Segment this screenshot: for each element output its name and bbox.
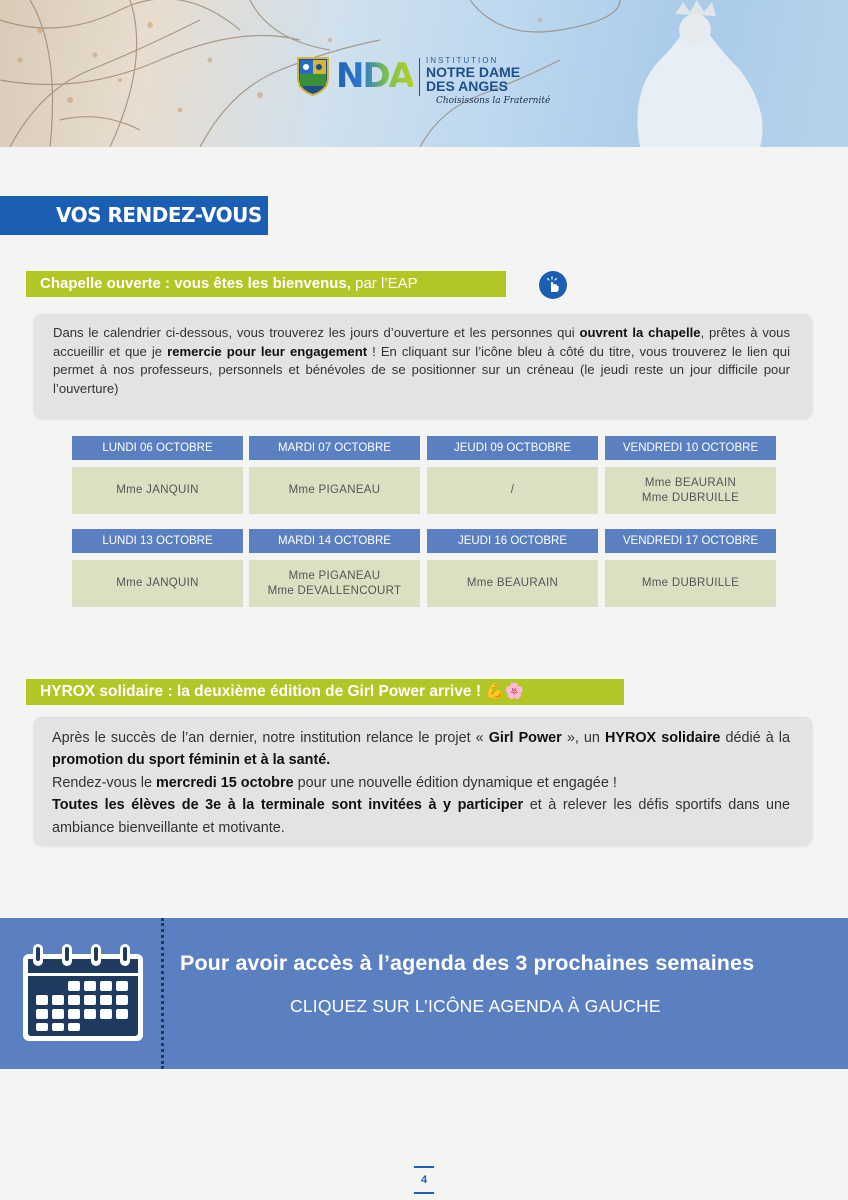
schedule-person: Mme DUBRUILLE [641, 577, 740, 589]
agenda-instruction: CLIQUEZ SUR L’ICÔNE AGENDA À GAUCHE [290, 996, 661, 1016]
hyrox-bold-4: mercredi 15 octobre [156, 774, 294, 791]
schedule-cell [605, 467, 776, 514]
chapel-heading-light: par l’EAP [355, 275, 418, 292]
schedule-cell [249, 467, 420, 514]
hyrox-text-6: et à relever les défis sportifs dans une ambiance bienveillante et motivante. [52, 797, 790, 836]
institution-logo[interactable] [296, 56, 550, 112]
schedule-day-header: JEUDI 16 OCTOBRE [427, 529, 598, 553]
chapel-text-1: Dans le calendrier ci-dessous, vous trouverez les jours d’ouverture et les personnes qui [53, 325, 580, 340]
logo-mark: NDA [336, 56, 413, 96]
hyrox-bold-1: Girl Power [488, 730, 562, 746]
hyrox-text-2: », un [561, 730, 605, 746]
schedule-day-header: VENDREDI 10 OCTOBRE [605, 436, 776, 460]
hand-pointer-icon [544, 276, 562, 294]
schedule-day-header: VENDREDI 17 OCTOBRE [605, 529, 776, 553]
schedule-person: Mme PIGANEAU [288, 569, 381, 582]
hyrox-bold-5: Toutes les élèves de 3e à la terminale sont invitées à y participer [52, 797, 524, 814]
chapel-bold-1: ouvrent la chapelle [579, 325, 701, 340]
hyrox-text-3: dédié à la [720, 730, 790, 746]
header-banner [0, 0, 848, 147]
hyrox-text-1: Après le succès de l’an dernier, notre institution relance le projet « [52, 730, 489, 746]
schedule-day-header: MARDI 14 OCTOBRE [249, 529, 420, 553]
agenda-banner [0, 918, 848, 1069]
hyrox-heading-text: HYROX solidaire : la deuxième édition de Girl Power arrive ! [40, 683, 482, 700]
logo-name-line2: DES ANGES [426, 78, 508, 94]
logo-name-line1: NOTRE DAME [426, 64, 521, 80]
hyrox-bold-2: HYROX solidaire [604, 730, 721, 746]
schedule-person: Mme BEAURAIN [644, 476, 737, 489]
logo-motto: Choisissons la Fraternité [436, 96, 551, 106]
schedule-person: Mme DEVALLENCOURT [267, 584, 402, 597]
logo-text [426, 56, 550, 106]
schedule-day-header: MARDI 07 OCTOBRE [249, 436, 420, 460]
schedule-person: / [510, 484, 515, 496]
schedule-person: Mme BEAURAIN [466, 577, 559, 589]
hyrox-paragraph [34, 717, 812, 845]
schedule-person: Mme DUBRUILLE [641, 491, 740, 504]
section-title: VOS RENDEZ-VOUS [0, 196, 268, 235]
crest-icon [296, 56, 330, 96]
dotted-divider [161, 918, 164, 1069]
logo-separator [419, 58, 420, 96]
hyrox-heading [26, 679, 624, 705]
chapel-text-3: ! En cliquant sur l’icône bleu à côté du titre, vous trouverez le lien qui permet à nos professeurs, personnels et bénévoles de se positionner sur un créneau (le jeudi reste un jour difficile pour l’ouverture) [53, 343, 790, 396]
schedule-cell [427, 560, 598, 607]
schedule-cell [427, 467, 598, 514]
schedule-cell [72, 467, 243, 514]
hyrox-text-5: pour une nouvelle édition dynamique et engagée ! [293, 774, 617, 791]
hyrox-bold-3: promotion du sport féminin et à la santé. [52, 752, 331, 769]
hyrox-heading-emoji: 💪🌸 [485, 683, 524, 700]
schedule-person: Mme JANQUIN [116, 577, 199, 589]
schedule-person: Mme JANQUIN [116, 484, 199, 496]
logo-institution: INSTITUTION [426, 56, 499, 65]
chapel-text-2: , prêtes à vous accueillir et que je [53, 325, 790, 359]
pointer-click-icon[interactable] [539, 271, 567, 299]
schedule-day-header: JEUDI 09 OCTBOBRE [427, 436, 598, 460]
schedule-day-header: LUNDI 13 OCTOBRE [72, 529, 243, 553]
chapel-bold-2: remercie pour leur engagement [167, 343, 368, 359]
schedule-cell [72, 560, 243, 607]
schedule-cell [605, 560, 776, 607]
chapel-paragraph [34, 314, 812, 418]
schedule-day-header: LUNDI 06 OCTOBRE [72, 436, 243, 460]
calendar-icon[interactable] [20, 940, 146, 1044]
schedule-person: Mme PIGANEAU [288, 484, 381, 496]
hyrox-text-4: Rendez-vous le [52, 774, 156, 791]
page-number: 4 [414, 1166, 434, 1194]
chapel-heading [26, 271, 506, 297]
schedule-cell [249, 560, 420, 607]
agenda-title: Pour avoir accès à l’agenda des 3 prochaines semaines [180, 951, 755, 975]
statue-illustration [638, 0, 763, 147]
chapel-heading-bold: Chapelle ouverte : vous êtes les bienvenus, [40, 275, 351, 292]
